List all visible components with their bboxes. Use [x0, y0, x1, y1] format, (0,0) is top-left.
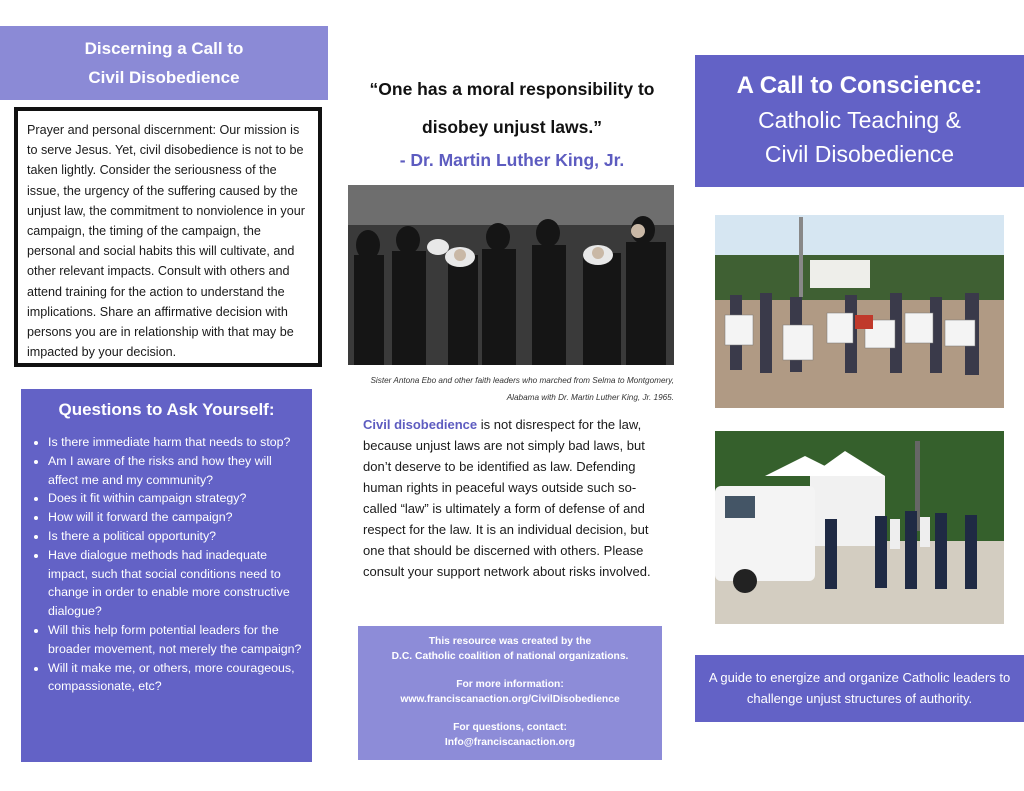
protest-photo-illustration — [715, 215, 1004, 408]
discerning-header — [0, 26, 328, 100]
resource-info-box — [358, 626, 662, 760]
contact-email-link[interactable]: Info@franciscanaction.org — [444, 737, 576, 749]
civil-disobedience-lead: Civil disobedience — [363, 417, 478, 432]
resource-line2: D.C. Catholic coalition of national organizations. — [391, 651, 629, 663]
march-photo — [348, 185, 674, 365]
civil-disobedience-body: is not disrespect for the law, because unjust laws are not simply bad laws, but don’t deserve to be identified as law. Defending human rights in peaceful ways outside such so-called “law” is ultimately a form of defense of and respect for the law. It is an individual decision, but one that should be discerned with others. Please consult your support network about risks involved. — [363, 417, 651, 579]
arrest-photo-illustration — [715, 431, 1004, 624]
info-label: For more information: — [456, 678, 564, 690]
guide-box — [695, 655, 1024, 722]
discernment-text-box — [14, 107, 322, 367]
document-title: A Call to Conscience: — [736, 72, 983, 99]
document-subtitle-line2: Civil Disobedience — [764, 141, 955, 167]
photo-caption: Sister Antona Ebo and other faith leaders who marched from Selma to Montgomery, Alabama with Dr. Martin Luther King, Jr. 1965. — [370, 376, 674, 402]
question-item: • Have dialogue methods had inadequate impact, such that social conditions need to change in order to enable more constructive dialogue? — [48, 546, 302, 621]
questions-box — [21, 389, 312, 762]
info-url-link[interactable]: www.franciscanaction.org/CivilDisobedience — [400, 694, 620, 706]
discernment-text: Prayer and personal discernment: Our mission is to serve Jesus. Yet, civil disobedience is not to be taken lightly. Consider the seriousness of the issue, the urgency of the suffering caused by the unjust law, the commitment to nonviolence in your campaign, the timing of the campaign, the personal and social habits this will cultivate, and other relevant impacts. Consult with others and attend training for the action to understand the implications. Share an affirmative decision with persons you are in relationship with that may be impacted by your decision. — [27, 123, 305, 360]
question-item: • How will it forward the campaign? — [48, 508, 302, 527]
question-item: • Is there immediate harm that needs to stop? — [48, 433, 302, 452]
question-item: • Am I aware of the risks and how they will affect me and my community? — [48, 452, 302, 490]
discerning-header-line1: Discerning a Call to — [84, 39, 244, 58]
question-item: • Will it make me, or others, more courageous, compassionate, etc? — [48, 659, 302, 697]
question-item: • Will this help form potential leaders for the broader movement, not merely the campaign? — [48, 621, 302, 659]
guide-text: A guide to energize and organize Catholic leaders to challenge unjust structures of authority. — [708, 670, 1011, 706]
protest-photo — [715, 215, 1004, 408]
civil-disobedience-paragraph — [363, 414, 663, 582]
mlk-quote: “One has a moral responsibility to disobey unjust laws.” — [369, 79, 655, 137]
quote-attribution: - Dr. Martin Luther King, Jr. — [399, 150, 625, 170]
question-item: • Does it fit within campaign strategy? — [48, 489, 302, 508]
title-box — [695, 55, 1024, 187]
questions-title: Questions to Ask Yourself: — [58, 400, 275, 419]
resource-line1: This resource was created by the — [428, 636, 592, 647]
march-photo-illustration — [348, 185, 674, 365]
questions-list — [31, 433, 302, 696]
contact-label: For questions, contact: — [453, 721, 567, 733]
discerning-header-line2: Civil Disobedience — [88, 68, 240, 87]
arrest-photo — [715, 431, 1004, 624]
question-item: • Is there a political opportunity? — [48, 527, 302, 546]
document-subtitle-line1: Catholic Teaching & — [758, 107, 961, 133]
